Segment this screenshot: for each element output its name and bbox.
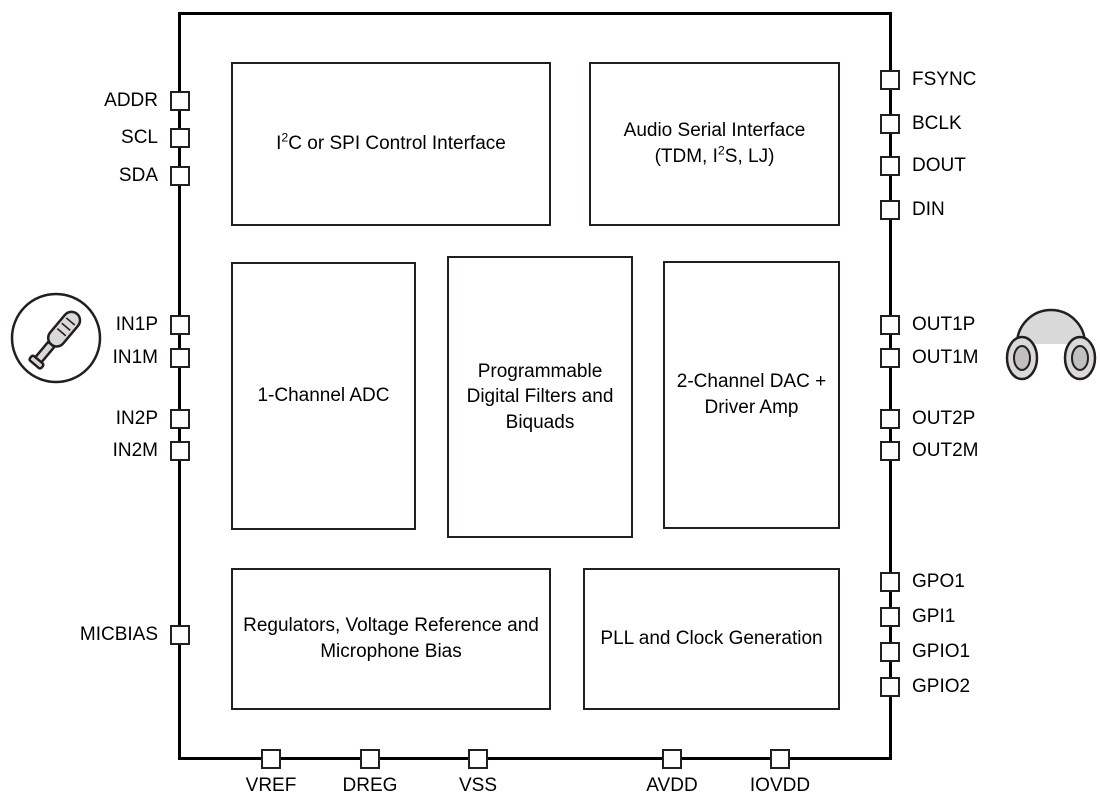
pin-in1m <box>170 348 190 368</box>
pin-gpio2 <box>880 677 900 697</box>
pin-label-iovdd: IOVDD <box>749 775 811 796</box>
pin-in2m <box>170 441 190 461</box>
pin-label-in1p: IN1P <box>115 314 158 335</box>
pin-out2m <box>880 441 900 461</box>
pin-label-dout: DOUT <box>912 155 966 176</box>
pin-label-micbias: MICBIAS <box>79 624 158 645</box>
pin-out2p <box>880 409 900 429</box>
pin-label-in1m: IN1M <box>112 347 158 368</box>
pin-label-out1m: OUT1M <box>912 347 979 368</box>
pin-addr <box>170 91 190 111</box>
block-pll-clock <box>583 568 840 710</box>
pin-iovdd <box>770 749 790 769</box>
regulators-label-line1: Regulators, Voltage Reference and <box>243 615 539 637</box>
pin-din <box>880 200 900 220</box>
pin-label-avdd: AVDD <box>646 775 698 796</box>
regulators-label-line2: Microphone Bias <box>320 641 462 662</box>
block-regulators <box>231 568 551 710</box>
pin-label-in2p: IN2P <box>115 408 158 429</box>
pin-label-gpo1: GPO1 <box>912 571 965 592</box>
pin-scl <box>170 128 190 148</box>
pin-out1p <box>880 315 900 335</box>
pin-label-gpio2: GPIO2 <box>912 676 971 697</box>
filters-label-line2: Digital Filters and <box>466 386 614 408</box>
pin-gpi1 <box>880 607 900 627</box>
microphone-icon <box>8 290 104 386</box>
pin-label-dreg: DREG <box>342 775 398 796</box>
pin-in1p <box>170 315 190 335</box>
pin-sda <box>170 166 190 186</box>
pin-label-sda: SDA <box>118 165 158 186</box>
pin-label-addr: ADDR <box>104 90 158 111</box>
block-digital-filters <box>447 256 633 538</box>
pin-gpio1 <box>880 642 900 662</box>
pin-dreg <box>360 749 380 769</box>
pin-label-gpio1: GPIO1 <box>912 641 971 662</box>
filters-label-line1: Programmable <box>477 360 603 382</box>
pll-label: PLL and Clock Generation <box>600 628 823 650</box>
pin-label-vref: VREF <box>245 775 297 796</box>
dac-label-line2: Driver Amp <box>704 397 799 418</box>
asi-label-line1: Audio Serial Interface <box>623 120 806 142</box>
pin-label-out2m: OUT2M <box>912 440 979 461</box>
pin-label-in2m: IN2M <box>112 440 158 461</box>
pin-in2p <box>170 409 190 429</box>
pin-label-out2p: OUT2P <box>912 408 976 429</box>
pin-out1m <box>880 348 900 368</box>
pin-label-bclk: BCLK <box>912 113 962 134</box>
pin-vss <box>468 749 488 769</box>
pin-micbias <box>170 625 190 645</box>
pin-label-vss: VSS <box>458 775 498 796</box>
pin-avdd <box>662 749 682 769</box>
pin-label-scl: SCL <box>121 127 158 148</box>
filters-label-line3: Biquads <box>505 411 575 433</box>
pin-label-gpi1: GPI1 <box>912 606 956 627</box>
pin-label-fsync: FSYNC <box>912 69 977 90</box>
block-adc <box>231 262 416 530</box>
block-control-interface: $I^2C$ or SPI Control Interface <box>231 62 551 226</box>
block-dac-driver <box>663 261 840 529</box>
pin-dout <box>880 156 900 176</box>
pin-label-out1p: OUT1P <box>912 314 976 335</box>
dac-label-line1: 2-Channel DAC + <box>676 371 827 393</box>
block-audio-serial-interface: Audio Serial Interface (TDM, $I^2S$, LJ) <box>589 62 840 226</box>
pin-bclk <box>880 114 900 134</box>
adc-label: 1-Channel ADC <box>257 385 390 407</box>
headphones-icon <box>1005 292 1097 388</box>
pin-vref <box>261 749 281 769</box>
pin-label-din: DIN <box>912 199 945 220</box>
pin-fsync <box>880 70 900 90</box>
pin-gpo1 <box>880 572 900 592</box>
